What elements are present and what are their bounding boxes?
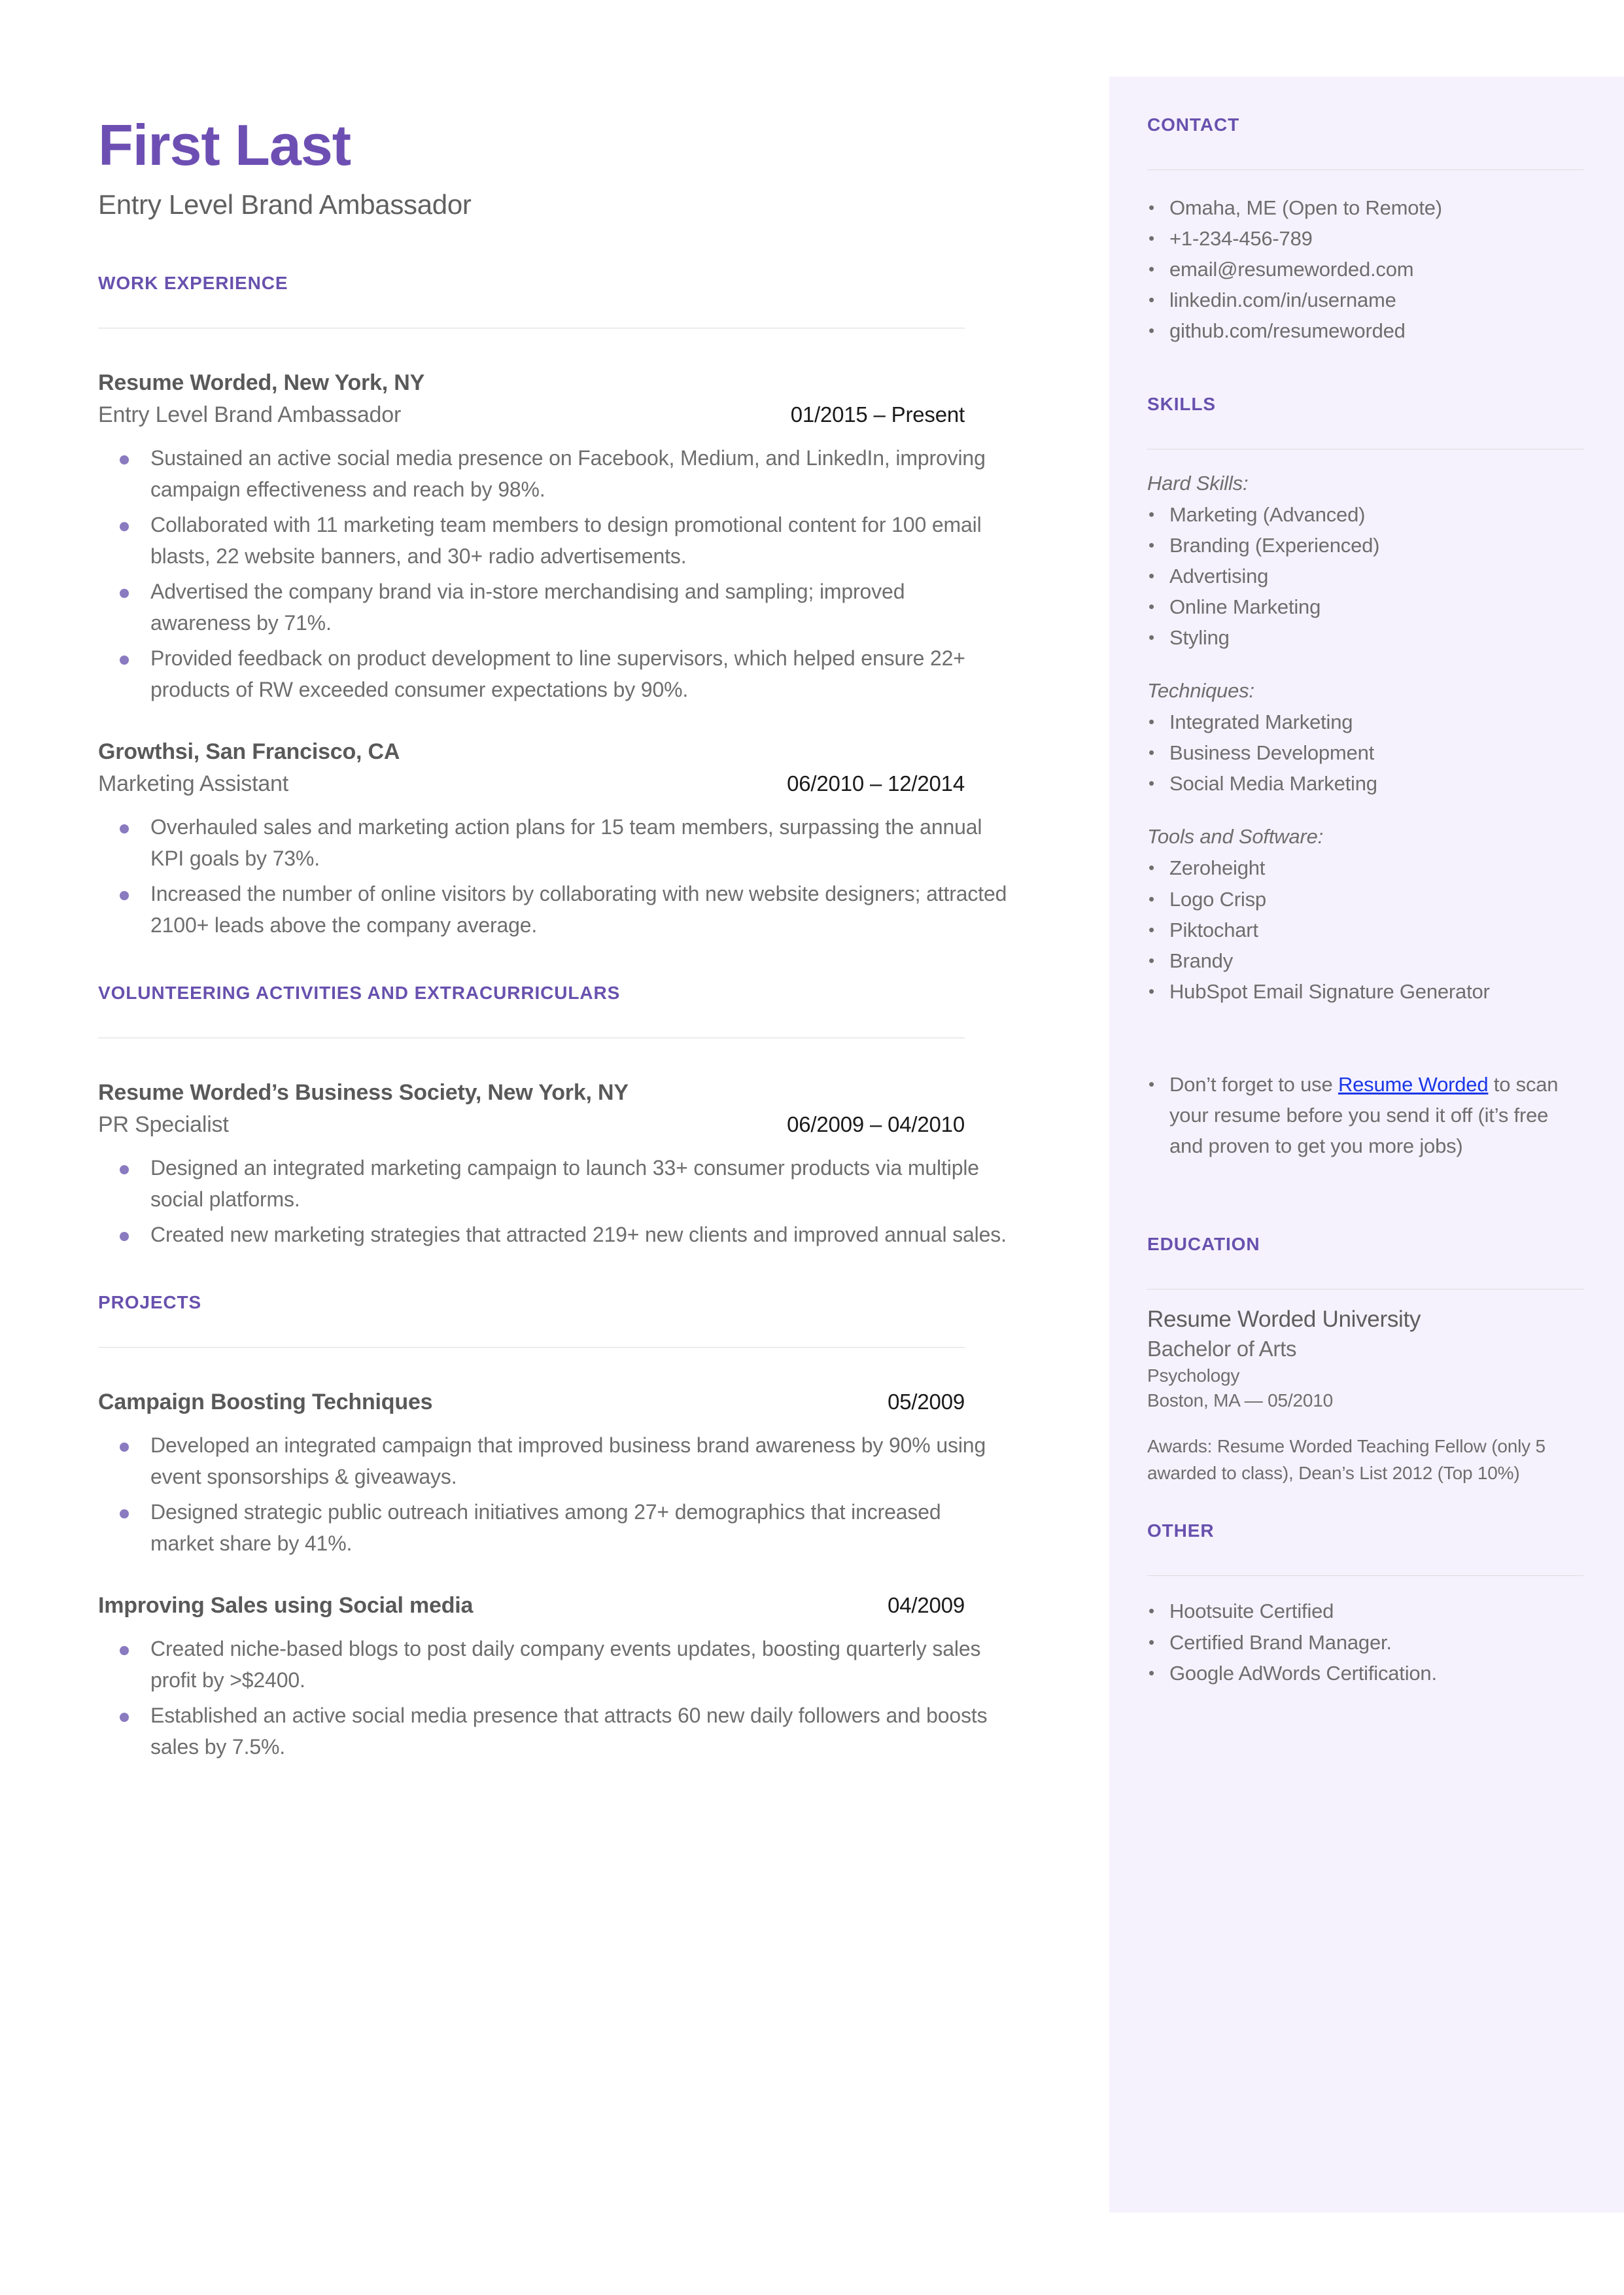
skills-list-tools bbox=[1147, 852, 1583, 1007]
sidebar bbox=[1109, 77, 1624, 2213]
contact-location: • Omaha, ME (Open to Remote) bbox=[1147, 192, 1583, 223]
resume-worded-link[interactable]: Resume Worded bbox=[1338, 1072, 1489, 1096]
work-entry-date: 01/2015 – Present bbox=[790, 402, 965, 427]
work-entry-meta bbox=[98, 771, 965, 797]
list-item: Increased the number of online visitors by collaborating with new website designers; attracted 2100+ leads above the company average. bbox=[98, 878, 1007, 941]
skills-list-hard bbox=[1147, 499, 1583, 654]
sidebar-section-title-contact: CONTACT bbox=[1147, 114, 1240, 135]
list-item: • Certified Brand Manager. bbox=[1147, 1627, 1583, 1658]
list-item: Provided feedback on product development to line supervisors, which helped ensure 22+ products of RW exceeded consumer expectations by 90%. bbox=[98, 642, 1007, 705]
project-bullets bbox=[98, 1429, 1027, 1559]
list-item: Sustained an active social media presence on Facebook, Medium, and LinkedIn, improving campaign effectiveness and reach by 98%. bbox=[98, 442, 1007, 505]
education-location-date: Boston, MA — 05/2010 bbox=[1147, 1390, 1333, 1411]
list-item: • HubSpot Email Signature Generator bbox=[1147, 976, 1583, 1007]
volunteer-entry-role: PR Specialist bbox=[98, 1112, 229, 1137]
list-item: • Marketing (Advanced) bbox=[1147, 499, 1583, 530]
list-item: • Online Marketing bbox=[1147, 591, 1583, 622]
work-entry-role: Entry Level Brand Ambassador bbox=[98, 402, 402, 427]
list-item: Developed an integrated campaign that improved business brand awareness by 90% using event sponsorships & giveaways. bbox=[98, 1429, 1007, 1492]
promo-prefix: Don’t forget to use bbox=[1169, 1072, 1338, 1096]
main-column bbox=[98, 0, 1027, 1766]
section-title-volunteering: VOLUNTEERING ACTIVITIES AND EXTRACURRICULARS bbox=[98, 983, 621, 1003]
project-entry-meta bbox=[98, 1390, 965, 1415]
education-awards: Awards: Resume Worded Teaching Fellow (only 5 awarded to class), Dean’s List 2012 (Top 10%) bbox=[1147, 1436, 1546, 1483]
project-name: Improving Sales using Social media bbox=[98, 1593, 474, 1618]
other-list bbox=[1147, 1596, 1583, 1688]
volunteer-entry-meta bbox=[98, 1112, 965, 1138]
work-entry-role: Marketing Assistant bbox=[98, 771, 288, 796]
education-school: Resume Worded University bbox=[1147, 1306, 1421, 1333]
project-entry-meta bbox=[98, 1593, 965, 1619]
sidebar-section-title-skills: SKILLS bbox=[1147, 393, 1216, 414]
skills-group-label-tools: Tools and Software: bbox=[1147, 825, 1324, 849]
work-entry-bullets bbox=[98, 442, 1027, 705]
list-item: • Social Media Marketing bbox=[1147, 768, 1583, 799]
contact-phone: • +1-234-456-789 bbox=[1147, 223, 1583, 254]
project-name: Campaign Boosting Techniques bbox=[98, 1390, 433, 1414]
education-major: Psychology bbox=[1147, 1365, 1240, 1386]
list-item: • Business Development bbox=[1147, 737, 1583, 768]
skills-group-label-techniques: Techniques: bbox=[1147, 679, 1254, 703]
list-item: • Styling bbox=[1147, 622, 1583, 653]
contact-github[interactable]: • github.com/resumeworded bbox=[1147, 315, 1583, 346]
list-item: Created niche-based blogs to post daily company events updates, boosting quarterly sales profit by >$2400. bbox=[98, 1633, 1007, 1696]
list-item: • Brandy bbox=[1147, 945, 1583, 976]
work-entry-organization: Growthsi, San Francisco, CA bbox=[98, 739, 400, 764]
list-item: Created new marketing strategies that attracted 219+ new clients and improved annual sales. bbox=[98, 1219, 1007, 1250]
skills-list-techniques bbox=[1147, 707, 1583, 799]
list-item: Advertised the company brand via in-store merchandising and sampling; improved awareness by 71%. bbox=[98, 576, 1007, 639]
list-item: • Branding (Experienced) bbox=[1147, 530, 1583, 561]
list-item: Collaborated with 11 marketing team members to design promotional content for 100 email blasts, 22 website banners, and 30+ radio advertisements. bbox=[98, 509, 1007, 572]
sidebar-section-title-other: OTHER bbox=[1147, 1520, 1215, 1541]
section-title-work-experience: WORK EXPERIENCE bbox=[98, 273, 288, 293]
contact-linkedin[interactable]: • linkedin.com/in/username bbox=[1147, 285, 1583, 315]
project-bullets bbox=[98, 1633, 1027, 1762]
sidebar-section-title-education: EDUCATION bbox=[1147, 1234, 1260, 1255]
list-item: Designed an integrated marketing campaign to launch 33+ consumer products via multiple social platforms. bbox=[98, 1152, 1007, 1215]
header-tagline: Entry Level Brand Ambassador bbox=[98, 189, 472, 220]
volunteer-entry-date: 06/2009 – 04/2010 bbox=[787, 1112, 965, 1136]
list-item: • Zeroheight bbox=[1147, 852, 1583, 883]
work-entry-date: 06/2010 – 12/2014 bbox=[787, 771, 965, 796]
project-date: 05/2009 bbox=[888, 1390, 965, 1414]
volunteer-entry-organization: Resume Worded’s Business Society, New York, NY bbox=[98, 1080, 629, 1105]
skills-group-label-hard: Hard Skills: bbox=[1147, 471, 1249, 495]
list-item: • Piktochart bbox=[1147, 915, 1583, 945]
work-entry-meta bbox=[98, 402, 965, 428]
education-degree: Bachelor of Arts bbox=[1147, 1337, 1297, 1361]
page-title: First Last bbox=[98, 113, 351, 177]
promo-suffix: to scan your resume before you send it off (it’s free and proven to get you more jobs) bbox=[1169, 1072, 1559, 1158]
list-item: • Google AdWords Certification. bbox=[1147, 1658, 1583, 1689]
list-item: • Logo Crisp bbox=[1147, 884, 1583, 915]
section-title-projects: PROJECTS bbox=[98, 1292, 202, 1312]
work-entry-organization: Resume Worded, New York, NY bbox=[98, 370, 425, 395]
work-entry-bullets bbox=[98, 811, 1027, 941]
contact-email[interactable]: • email@resumeworded.com bbox=[1147, 254, 1583, 285]
list-item: Overhauled sales and marketing action plans for 15 team members, surpassing the annual KPI goals by 73%. bbox=[98, 811, 1007, 874]
list-item: • Advertising bbox=[1147, 561, 1583, 591]
project-date: 04/2009 bbox=[888, 1593, 965, 1617]
list-item: Designed strategic public outreach initiatives among 27+ demographics that increased market share by 41%. bbox=[98, 1496, 1007, 1559]
resume-worded-promo bbox=[1147, 1069, 1583, 1161]
contact-list bbox=[1147, 192, 1583, 347]
list-item: Established an active social media presence that attracts 60 new daily followers and boosts sales by 7.5%. bbox=[98, 1700, 1007, 1762]
volunteer-entry-bullets bbox=[98, 1152, 1027, 1250]
list-item: • Hootsuite Certified bbox=[1147, 1596, 1583, 1626]
list-item: • Integrated Marketing bbox=[1147, 707, 1583, 737]
